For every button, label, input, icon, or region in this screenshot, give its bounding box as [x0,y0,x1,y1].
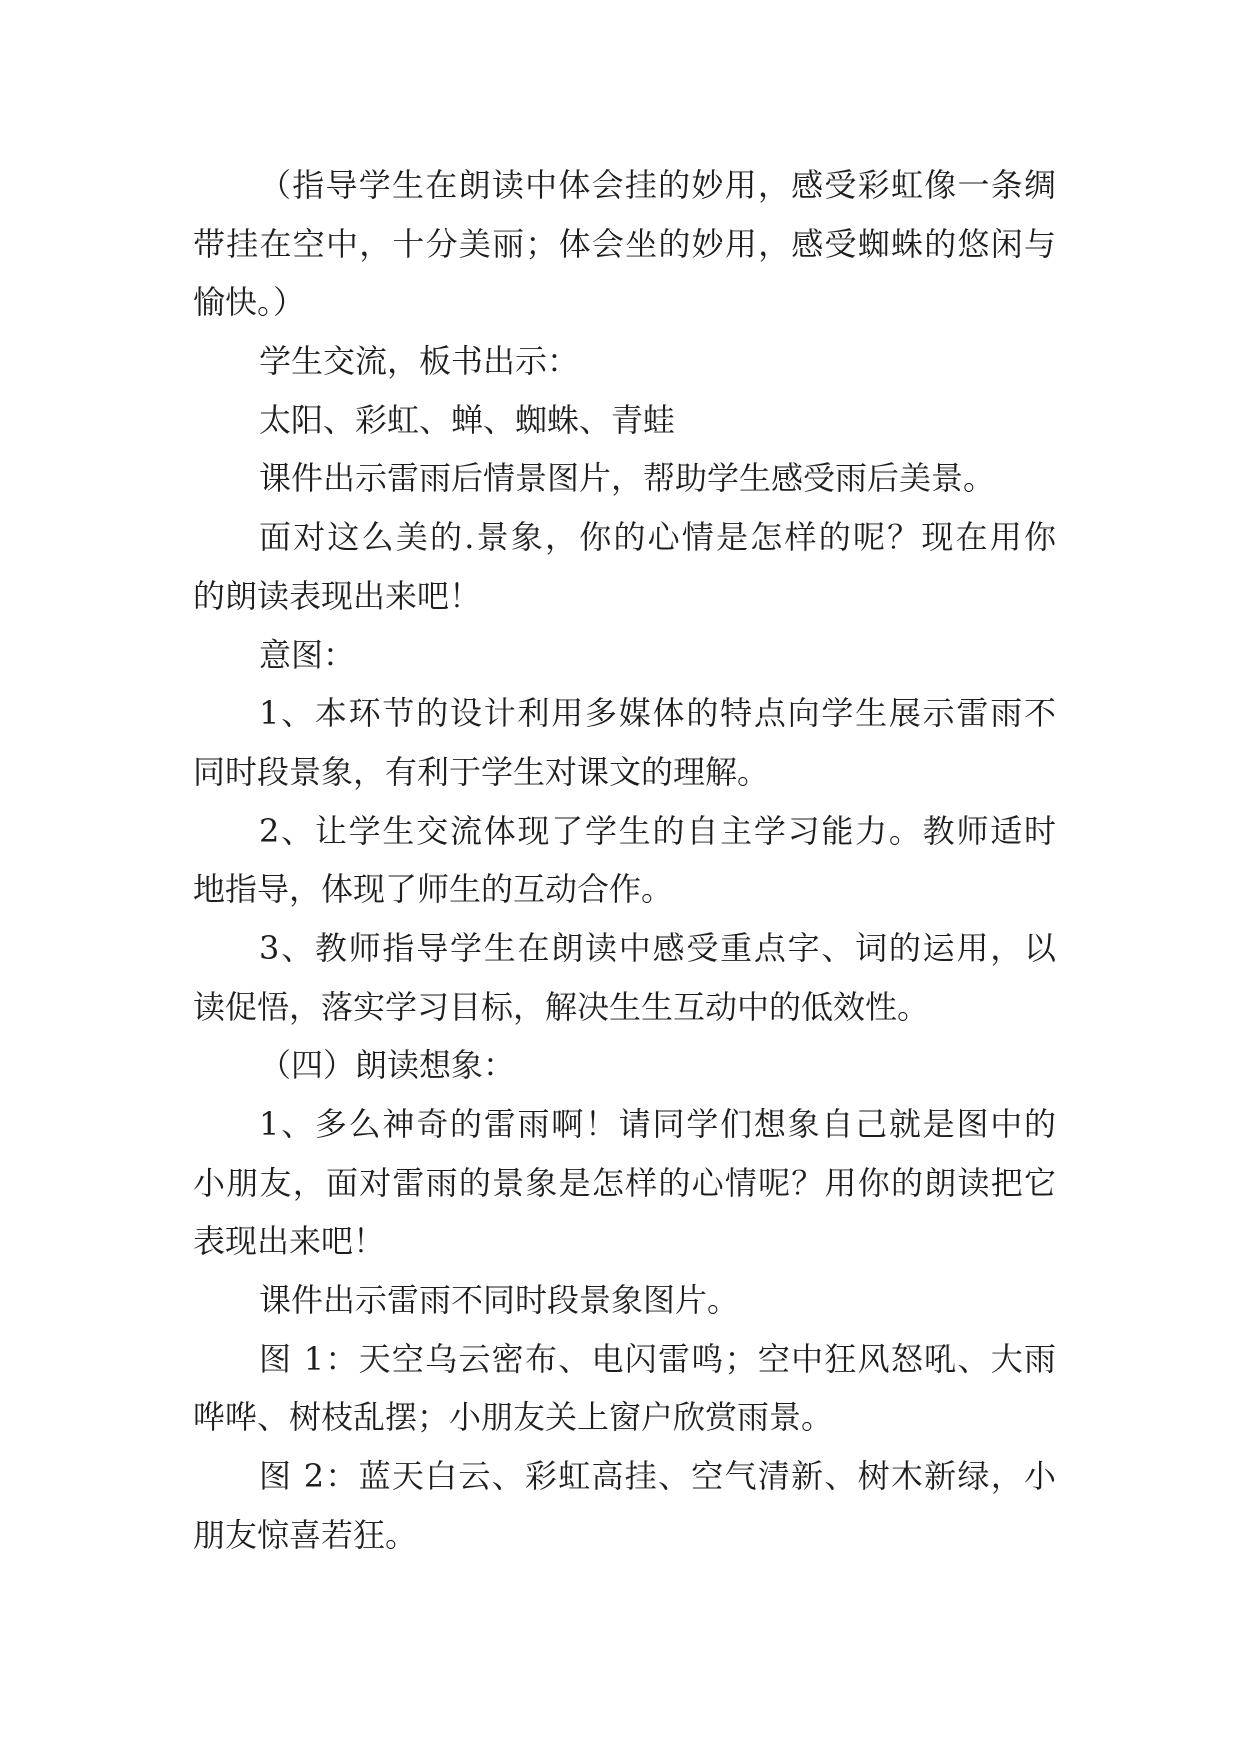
text-line: 课件出示雷雨后情景图片，帮助学生感受雨后美景。 [259,459,996,498]
paragraph [193,156,1056,332]
paragraph [193,332,1056,391]
text-line: 小朋友，面对雷雨的景象是怎样的心情呢？用你的朗读把它 [193,1163,1056,1202]
paragraph [193,626,1056,685]
paragraph [193,1447,1056,1564]
text-line: 愉快。） [193,283,306,322]
text-line: 学生交流，板书出示： [259,342,580,381]
paragraph [193,1330,1056,1447]
text-line: 1、多么神奇的雷雨啊！请同学们想象自己就是图中的 [259,1105,1056,1143]
text-line: 课件出示雷雨不同时段景象图片。 [259,1281,740,1320]
paragraph [193,449,1056,508]
paragraph [193,684,1056,801]
text-line: 地指导，体现了师生的互动合作。 [193,870,674,909]
text-line: 3、教师指导学生在朗读中感受重点字、词的运用，以 [259,928,1056,967]
text-line: 1、本环节的设计利用多媒体的特点向学生展示雷雨不 [259,694,1056,733]
text-line: 的朗读表现出来吧！ [193,576,482,615]
paragraph [193,802,1056,919]
paragraph [193,1271,1056,1330]
text-line: 面对这么美的.景象，你的心情是怎样的呢？现在用你 [259,518,1056,557]
paragraph [193,1036,1056,1095]
text-line: 同时段景象，有利于学生对课文的理解。 [193,752,770,791]
paragraph [193,508,1056,625]
text-line: 表现出来吧！ [193,1222,386,1261]
text-line: 太阳、彩虹、蝉、蜘蛛、青蛙 [259,400,676,439]
text-line: 朋友惊喜若狂。 [193,1515,418,1554]
text-line: 图 1：天空乌云密布、电闪雷鸣；空中狂风怒吼、大雨 [259,1339,1056,1378]
text-line: （四）朗读想象： [259,1046,516,1085]
text-line: （指导学生在朗读中体会挂的妙用，感受彩虹像一条绸 [259,166,1056,204]
text-line: 读促悟，落实学习目标，解决生生互动中的低效性。 [193,987,930,1026]
text-line: 意图： [259,635,356,674]
text-line: 带挂在空中，十分美丽；体会坐的妙用，感受蜘蛛的悠闲与 [193,224,1056,263]
text-line: 图 2：蓝天白云、彩虹高挂、空气清新、树木新绿，小 [259,1457,1056,1496]
paragraph [193,919,1056,1036]
text-line: 哗哗、树枝乱摆；小朋友关上窗户欣赏雨景。 [193,1398,834,1437]
paragraph [193,1095,1056,1271]
paragraph [193,391,1056,450]
text-line: 2、让学生交流体现了学生的自主学习能力。教师适时 [259,811,1056,850]
document-body [193,156,1056,1565]
